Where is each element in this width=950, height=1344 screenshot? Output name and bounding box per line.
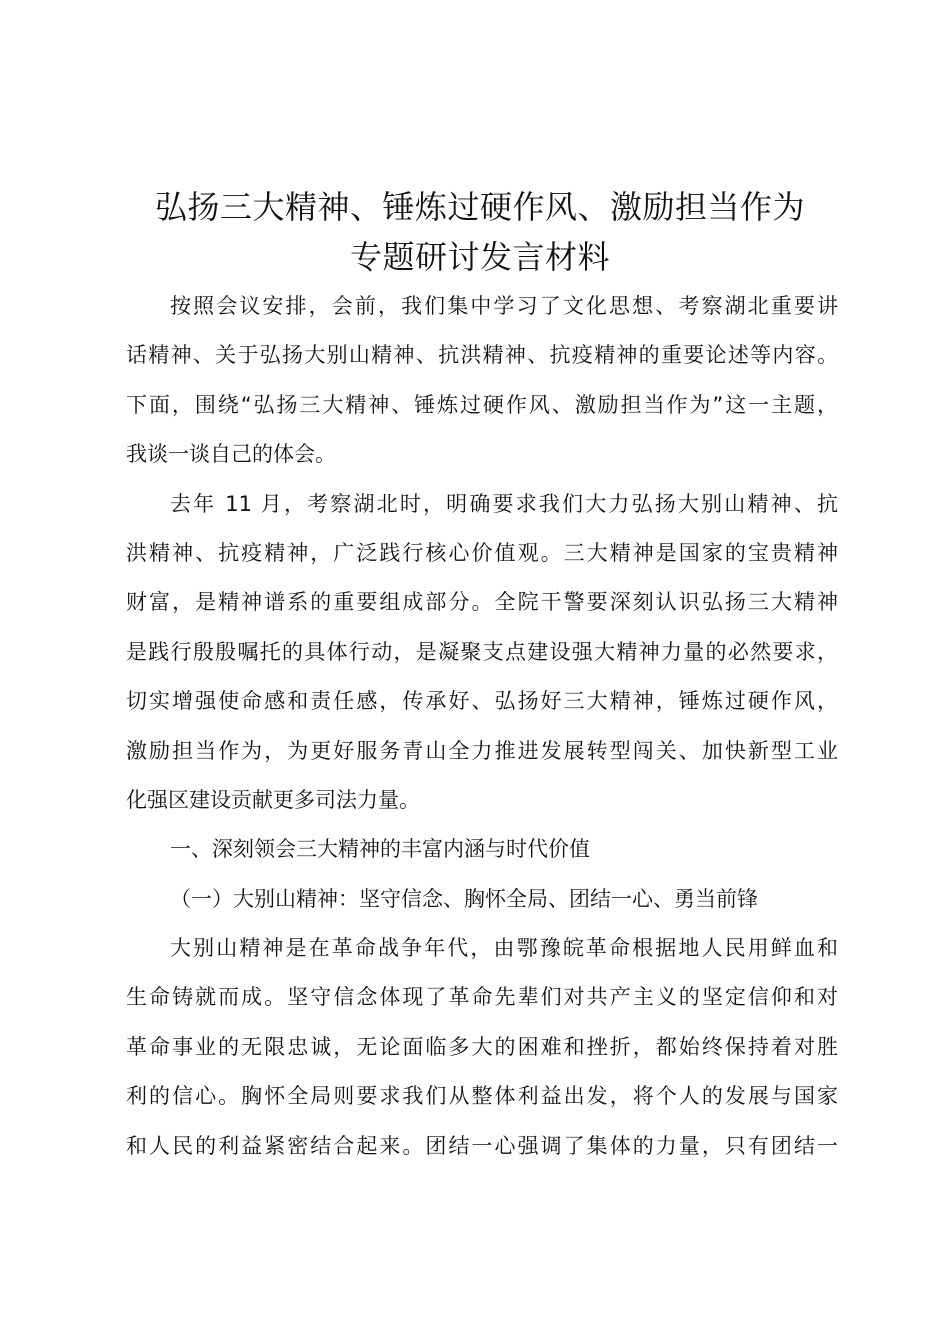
paragraph-line: 我谈一谈自己的体会。: [126, 442, 336, 467]
document-title: [100, 182, 860, 282]
paragraph-line: 革命事业的无限忠诚，无论面临多大的困难和挫折，都始终保持着对胜: [126, 1034, 838, 1059]
section-heading: 一、深刻领会三大精神的丰富内涵与时代价值: [170, 837, 590, 862]
paragraph-line: 下面，围绕“弘扬三大精神、锤炼过硬作风、激励担当作为”这一主题，: [126, 392, 838, 417]
paragraph-line: 话精神、关于弘扬大别山精神、抗洪精神、抗疫精神的重要论述等内容。: [126, 343, 838, 368]
paragraph-line: 洪精神、抗疫精神，广泛践行核心价值观。三大精神是国家的宝贵精神: [126, 540, 838, 565]
paragraph-line: 化强区建设贡献更多司法力量。: [126, 787, 420, 812]
title-line-1: 弘扬三大精神、锤炼过硬作风、激励担当作为: [154, 188, 805, 226]
paragraph-line: 大别山精神是在革命战争年代，由鄂豫皖革命根据地人民用鲜血和: [170, 936, 838, 961]
document-body: [126, 282, 838, 1171]
subsection-heading: （一）大别山精神：坚守信念、胸怀全局、团结一心、勇当前锋: [170, 886, 758, 911]
paragraph-line: 切实增强使命感和责任感，传承好、弘扬好三大精神，锤炼过硬作风，: [126, 689, 838, 714]
paragraph-line: 利的信心。胸怀全局则要求我们从整体利益出发，将个人的发展与国家: [126, 1084, 838, 1109]
paragraph-line: 按照会议安排，会前，我们集中学习了文化思想、考察湖北重要讲: [170, 294, 838, 318]
title-line-2: 专题研讨发言材料: [349, 238, 610, 276]
paragraph-line: 财富，是精神谱系的重要组成部分。全院干警要深刻认识弘扬三大精神: [126, 590, 838, 615]
paragraph-line: 和人民的利益紧密结合起来。团结一心强调了集体的力量，只有团结一: [126, 1133, 838, 1158]
paragraph-line: 激励担当作为，为更好服务青山全力推进发展转型闯关、加快新型工业: [126, 738, 838, 763]
paragraph-line: 生命铸就而成。坚守信念体现了革命先辈们对共产主义的坚定信仰和对: [126, 985, 838, 1010]
paragraph-line: 去年 11 月，考察湖北时，明确要求我们大力弘扬大别山精神、抗: [170, 491, 838, 516]
paragraph-line: 是践行殷殷嘱托的具体行动，是凝聚支点建设强大精神力量的必然要求，: [126, 639, 838, 664]
